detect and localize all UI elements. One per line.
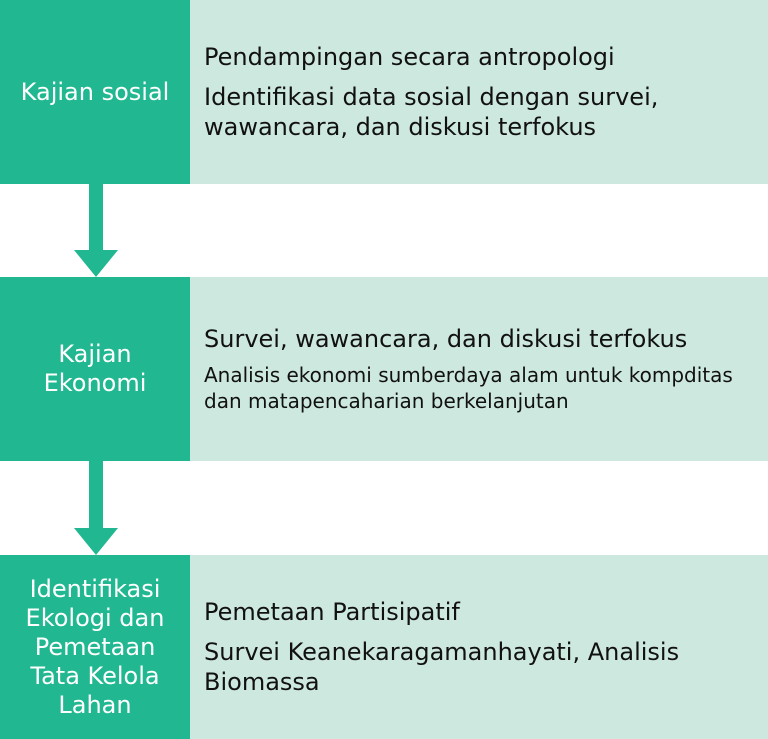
down-arrow-icon xyxy=(74,184,118,277)
step-2-item-2: Analisis ekonomi sumberdaya alam untuk kompditas dan matapencaharian berkelanjutan xyxy=(204,363,733,413)
step-3 xyxy=(0,555,768,739)
step-2 xyxy=(0,277,768,461)
step-1-label: Kajian sosial xyxy=(0,0,190,184)
step-2-details xyxy=(190,277,768,461)
step-3-label: Identifikasi Ekologi dan Pemetaan Tata Kelola Lahan xyxy=(0,555,190,739)
step-3-details xyxy=(190,555,768,739)
step-2-label: Kajian Ekonomi xyxy=(0,277,190,461)
step-1-details xyxy=(190,0,768,184)
step-3-item-1: Pemetaan Partisipatif xyxy=(204,598,460,626)
step-3-item-2: Survei Keanekaragamanhayati, Analisis Biomassa xyxy=(204,638,680,696)
step-1-item-2: Identifikasi data sosial dengan survei, wawancara, dan diskusi terfokus xyxy=(204,83,659,141)
down-arrow-icon xyxy=(74,461,118,555)
step-1-item-1: Pendampingan secara antropologi xyxy=(204,43,615,71)
step-1 xyxy=(0,0,768,184)
step-2-item-1: Survei, wawancara, dan diskusi terfokus xyxy=(204,325,688,353)
